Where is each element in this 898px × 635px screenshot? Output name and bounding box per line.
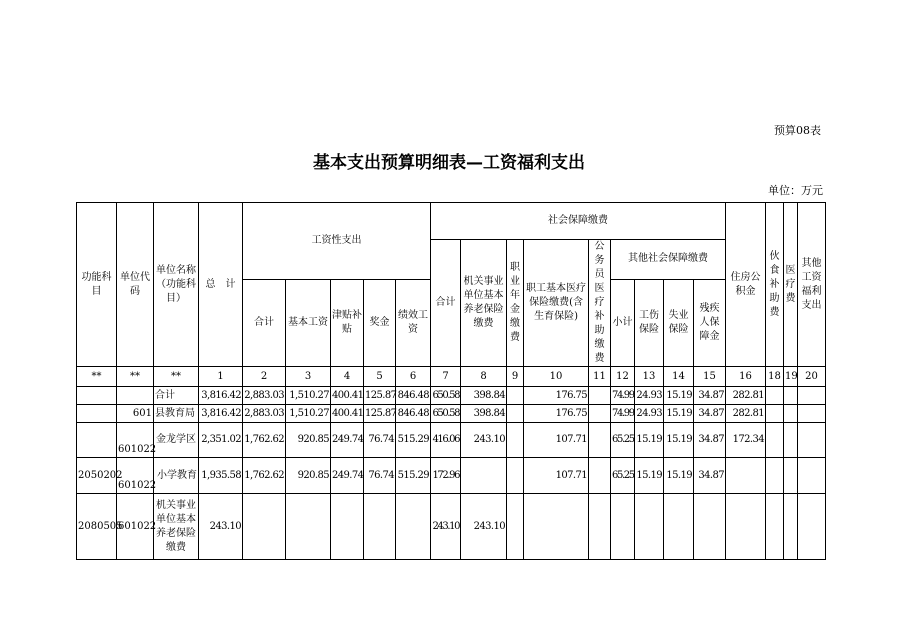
col-housing: 住房公积金 xyxy=(726,203,766,367)
cell-meal xyxy=(766,423,784,458)
index-cell: 10 xyxy=(524,367,589,387)
index-row xyxy=(77,367,826,387)
cell-injury: 15.19 xyxy=(635,423,664,458)
unit-label: 单位：万元 xyxy=(768,184,823,197)
cell-disabled xyxy=(694,494,726,560)
cell-civil-med xyxy=(589,423,611,458)
cell-name: 合计 xyxy=(154,387,199,405)
col-func: 功能科目 xyxy=(77,203,117,367)
cell-disabled: 34.87 xyxy=(694,405,726,423)
cell-func xyxy=(77,423,117,458)
index-cell: 15 xyxy=(694,367,726,387)
col-perf: 绩效工资 xyxy=(396,279,431,366)
cell-medfee xyxy=(784,423,798,458)
cell-civil-med xyxy=(589,458,611,494)
col-civil-med: 公务员医疗补助缴费 xyxy=(589,240,611,367)
table-row xyxy=(77,494,826,560)
cell-civil-med xyxy=(589,405,611,423)
cell-allowance: 249.74 xyxy=(331,458,364,494)
cell-soc-sum: 650.58 xyxy=(431,405,461,423)
table-row xyxy=(77,387,826,405)
col-unemp: 失业保险 xyxy=(664,279,694,366)
cell-civil-med xyxy=(589,494,611,560)
col-allowance: 津贴补贴 xyxy=(331,279,364,366)
index-cell: ** xyxy=(77,367,117,387)
col-medical: 职工基本医疗保险缴费(含生育保险) xyxy=(524,240,589,367)
index-cell: 8 xyxy=(461,367,507,387)
cell-medical: 176.75 xyxy=(524,405,589,423)
col-total: 总 计 xyxy=(199,203,243,367)
cell-total: 1,935.58 xyxy=(199,458,243,494)
index-cell: 5 xyxy=(364,367,396,387)
cell-base-wage: 920.85 xyxy=(286,423,331,458)
cell-unemp: 15.19 xyxy=(664,405,694,423)
cell-soc-sum: 650.58 xyxy=(431,387,461,405)
cell-medfee xyxy=(784,387,798,405)
table-row xyxy=(77,405,826,423)
cell-func xyxy=(77,405,117,423)
cell-allowance: 249.74 xyxy=(331,423,364,458)
index-cell: 4 xyxy=(331,367,364,387)
index-cell: 18 xyxy=(766,367,784,387)
index-cell: 19 xyxy=(784,367,798,387)
col-meal: 伙食补助费 xyxy=(766,203,784,367)
cell-base-wage: 920.85 xyxy=(286,458,331,494)
index-cell: 6 xyxy=(396,367,431,387)
cell-bonus: 125.87 xyxy=(364,405,396,423)
cell-meal xyxy=(766,405,784,423)
col-unitname: 单位名称（功能科目） xyxy=(154,203,199,367)
cell-annuity xyxy=(507,405,524,423)
table-row xyxy=(77,458,826,494)
cell-total: 243.10 xyxy=(199,494,243,560)
cell-code xyxy=(117,387,154,405)
cell-wage-sum xyxy=(243,494,286,560)
index-cell: ** xyxy=(117,367,154,387)
cell-unemp xyxy=(664,494,694,560)
cell-wage-sum: 1,762.62 xyxy=(243,423,286,458)
col-pension: 机关事业单位基本养老保险缴费 xyxy=(461,240,507,367)
cell-pension: 243.10 xyxy=(461,494,507,560)
cell-perf xyxy=(396,494,431,560)
cell-housing xyxy=(726,458,766,494)
cell-pension: 243.10 xyxy=(461,423,507,458)
cell-bonus xyxy=(364,494,396,560)
cell-wage-sum: 1,762.62 xyxy=(243,458,286,494)
cell-name: 县教育局 xyxy=(154,405,199,423)
index-cell: 12 xyxy=(611,367,635,387)
cell-code: 601 xyxy=(117,405,154,423)
cell-annuity xyxy=(507,387,524,405)
cell-soc-sum: 172.96 xyxy=(431,458,461,494)
cell-name: 小学教育 xyxy=(154,458,199,494)
cell-bonus: 76.74 xyxy=(364,458,396,494)
cell-func: 2050202 xyxy=(77,458,117,494)
cell-code: 601022 xyxy=(117,423,154,458)
index-cell: ** xyxy=(154,367,199,387)
index-cell: 9 xyxy=(507,367,524,387)
col-disabled: 残疾人保障金 xyxy=(694,279,726,366)
cell-medical xyxy=(524,494,589,560)
cell-other-welfare xyxy=(798,387,826,405)
cell-medfee xyxy=(784,494,798,560)
cell-code: 601022 xyxy=(117,458,154,494)
cell-housing: 282.81 xyxy=(726,387,766,405)
index-cell: 1 xyxy=(199,367,243,387)
cell-allowance: 400.41 xyxy=(331,405,364,423)
col-unitcode: 单位代码 xyxy=(117,203,154,367)
col-annuity: 职业年金缴费 xyxy=(507,240,524,367)
cell-bonus: 76.74 xyxy=(364,423,396,458)
cell-other-welfare xyxy=(798,405,826,423)
cell-name: 机关事业单位基本养老保险缴费 xyxy=(154,494,199,560)
cell-injury: 24.93 xyxy=(635,405,664,423)
col-social-group: 社会保障缴费 xyxy=(431,203,726,240)
wage-welfare-table xyxy=(76,202,826,560)
index-cell: 14 xyxy=(664,367,694,387)
cell-other-sub: 74.99 xyxy=(611,405,635,423)
cell-unemp: 15.19 xyxy=(664,423,694,458)
cell-other-sub: 65.25 xyxy=(611,458,635,494)
col-injury: 工伤保险 xyxy=(635,279,664,366)
col-wage-sum: 合计 xyxy=(243,279,286,366)
cell-base-wage: 1,510.27 xyxy=(286,387,331,405)
cell-housing xyxy=(726,494,766,560)
index-cell: 20 xyxy=(798,367,826,387)
cell-annuity xyxy=(507,423,524,458)
index-cell: 2 xyxy=(243,367,286,387)
cell-other-welfare xyxy=(798,423,826,458)
cell-civil-med xyxy=(589,387,611,405)
page-title: 基本支出预算明细表—工资福利支出 xyxy=(313,153,585,173)
col-other-group: 其他社会保障缴费 xyxy=(611,240,726,280)
index-cell: 7 xyxy=(431,367,461,387)
cell-base-wage xyxy=(286,494,331,560)
index-cell: 16 xyxy=(726,367,766,387)
cell-total: 3,816.42 xyxy=(199,405,243,423)
cell-meal xyxy=(766,494,784,560)
cell-wage-sum: 2,883.03 xyxy=(243,405,286,423)
cell-code: 601022 xyxy=(117,494,154,560)
cell-unemp: 15.19 xyxy=(664,387,694,405)
cell-injury: 24.93 xyxy=(635,387,664,405)
cell-other-sub: 65.25 xyxy=(611,423,635,458)
cell-func: 2080505 xyxy=(77,494,117,560)
cell-wage-sum: 2,883.03 xyxy=(243,387,286,405)
cell-meal xyxy=(766,387,784,405)
cell-meal xyxy=(766,458,784,494)
cell-base-wage: 1,510.27 xyxy=(286,405,331,423)
cell-perf: 515.29 xyxy=(396,423,431,458)
cell-perf: 846.48 xyxy=(396,387,431,405)
cell-medfee xyxy=(784,458,798,494)
index-cell: 3 xyxy=(286,367,331,387)
cell-other-sub xyxy=(611,494,635,560)
cell-other-welfare xyxy=(798,458,826,494)
col-base-wage: 基本工资 xyxy=(286,279,331,366)
cell-total: 2,351.02 xyxy=(199,423,243,458)
table-code: 预算08表 xyxy=(774,124,821,137)
cell-medical: 107.71 xyxy=(524,423,589,458)
cell-perf: 515.29 xyxy=(396,458,431,494)
cell-pension: 398.84 xyxy=(461,405,507,423)
cell-pension xyxy=(461,458,507,494)
table-row xyxy=(77,423,826,458)
cell-bonus: 125.87 xyxy=(364,387,396,405)
cell-disabled: 34.87 xyxy=(694,458,726,494)
index-cell: 11 xyxy=(589,367,611,387)
cell-medical: 107.71 xyxy=(524,458,589,494)
col-other-welfare: 其他工资福利支出 xyxy=(798,203,826,367)
cell-allowance xyxy=(331,494,364,560)
col-wage-group: 工资性支出 xyxy=(243,203,431,280)
cell-injury: 15.19 xyxy=(635,458,664,494)
cell-housing: 282.81 xyxy=(726,405,766,423)
cell-func xyxy=(77,387,117,405)
col-soc-sum: 合计 xyxy=(431,240,461,367)
cell-injury xyxy=(635,494,664,560)
cell-annuity xyxy=(507,458,524,494)
cell-name: 金龙学区 xyxy=(154,423,199,458)
cell-soc-sum: 243.10 xyxy=(431,494,461,560)
col-bonus: 奖金 xyxy=(364,279,396,366)
cell-disabled: 34.87 xyxy=(694,387,726,405)
cell-perf: 846.48 xyxy=(396,405,431,423)
cell-housing: 172.34 xyxy=(726,423,766,458)
cell-total: 3,816.42 xyxy=(199,387,243,405)
col-other-sub: 小计 xyxy=(611,279,635,366)
cell-annuity xyxy=(507,494,524,560)
cell-other-welfare xyxy=(798,494,826,560)
cell-medical: 176.75 xyxy=(524,387,589,405)
cell-unemp: 15.19 xyxy=(664,458,694,494)
cell-pension: 398.84 xyxy=(461,387,507,405)
cell-allowance: 400.41 xyxy=(331,387,364,405)
cell-other-sub: 74.99 xyxy=(611,387,635,405)
col-medfee: 医疗费 xyxy=(784,203,798,367)
index-cell: 13 xyxy=(635,367,664,387)
cell-medfee xyxy=(784,405,798,423)
cell-soc-sum: 416.06 xyxy=(431,423,461,458)
cell-disabled: 34.87 xyxy=(694,423,726,458)
